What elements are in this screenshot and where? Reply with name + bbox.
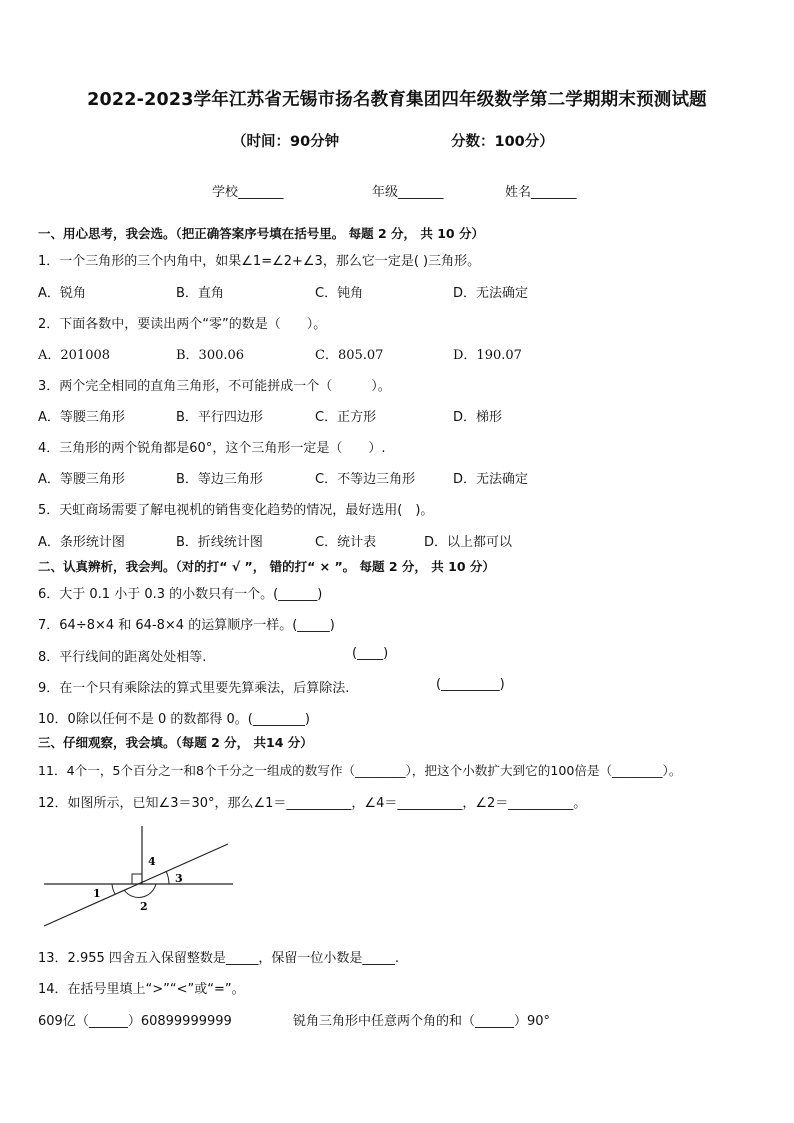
q1-option-c: C．钝角: [315, 286, 364, 301]
q1-option-d: D．无法确定: [453, 286, 529, 301]
slanted-line: [44, 844, 228, 926]
angle-2-arc: [124, 884, 156, 897]
q1-option-a: A．锐角: [38, 286, 86, 301]
question-9: 9．在一个只有乘除法的算式里要先算乘法，后算除法.: [38, 681, 350, 696]
q2-option-a: A．201008: [38, 348, 111, 363]
question-12: 12．如图所示，已知∠3＝30°，那么∠1＝__________，∠4＝__________，∠2＝__________。: [38, 796, 587, 811]
angle-1-arc: [112, 884, 115, 894]
section-1-heading: 一、用心思考，我会选。（把正确答案序号填在括号里。 每题 2 分， 共 10 分）: [38, 226, 484, 241]
question-11: 11．4个一，5个百分之一和8个千分之一组成的数写作（________），把这个小数扩大到它的100倍是（________）。: [38, 763, 682, 778]
q4-option-d: D．无法确定: [453, 472, 529, 487]
section-3-heading: 三、仔细观察，我会填。（每题 2 分， 共14 分）: [38, 735, 313, 750]
grade-field: 年级_______: [372, 185, 444, 200]
q4-option-a: A．等腰三角形: [38, 472, 125, 487]
angle-3-arc: [166, 871, 169, 884]
question-3: 3．两个完全相同的直角三角形，不可能拼成一个（ ）。: [38, 379, 391, 394]
q3-option-c: C．正方形: [315, 410, 377, 425]
q5-option-c: C．统计表: [315, 535, 377, 550]
section-2-heading: 二、认真辨析，我会判。（对的打“ √ ”， 错的打“ × ”。 每题 2 分， 共 10 分）: [38, 559, 495, 574]
q2-option-c: C．805.07: [315, 348, 384, 363]
angle-label-1: 1: [93, 887, 101, 900]
q9-answer-blank: (_________): [436, 677, 505, 692]
angle-label-2: 2: [140, 900, 148, 913]
q4-option-c: C．不等边三角形: [315, 472, 416, 487]
q5-option-a: A．条形统计图: [38, 535, 125, 550]
question-14: 14．在括号里填上“>”“<”或“=”。: [38, 982, 245, 997]
page-title: 2022-2023学年江苏省无锡市扬名教育集团四年级数学第二学期期末预测试题: [87, 90, 707, 110]
total-score: 分数：100分）: [451, 134, 554, 150]
time-limit: （时间：90分钟: [232, 134, 340, 150]
question-4: 4．三角形的两个锐角都是60°，这个三角形一定是（ ）.: [38, 441, 386, 456]
q2-option-d: D．190.07: [453, 348, 522, 363]
angle-label-4: 4: [148, 855, 156, 868]
q14-compare-left: 609亿（______）60899999999: [38, 1014, 232, 1029]
question-1: 1．一个三角形的三个内角中，如果∠1=∠2+∠3，那么它一定是( )三角形。: [38, 254, 481, 269]
question-5: 5．天虹商场需要了解电视机的销售变化趋势的情况，最好选用( )。: [38, 503, 434, 518]
q4-option-b: B．等边三角形: [176, 472, 263, 487]
q2-option-b: B．300.06: [176, 348, 245, 363]
question-10: 10．0除以任何不是 0 的数都得 0。(________): [38, 712, 310, 727]
q8-answer-blank: (____): [352, 646, 389, 661]
school-field: 学校_______: [212, 185, 284, 200]
question-6: 6．大于 0.1 小于 0.3 的小数只有一个。(______): [38, 587, 323, 602]
question-13: 13．2.955 四舍五入保留整数是_____，保留一位小数是_____.: [38, 951, 400, 966]
angle-label-3: 3: [175, 872, 183, 885]
question-2: 2．下面各数中，要读出两个“零”的数是（ ）。: [38, 317, 327, 332]
q3-option-d: D．梯形: [453, 410, 503, 425]
question-8: 8．平行线间的距离处处相等.: [38, 650, 207, 665]
q1-option-b: B．直角: [176, 286, 224, 301]
question-7: 7．64÷8×4 和 64-8×4 的运算顺序一样。(_____): [38, 618, 335, 633]
q14-compare-right: 锐角三角形中任意两个角的和（______）90°: [293, 1014, 551, 1029]
q3-option-b: B．平行四边形: [176, 410, 263, 425]
q3-option-a: A．等腰三角形: [38, 410, 125, 425]
angle-diagram: [38, 820, 238, 932]
q5-option-b: B．折线统计图: [176, 535, 263, 550]
q5-option-d: D．以上都可以: [424, 535, 513, 550]
name-field: 姓名_______: [505, 185, 577, 200]
